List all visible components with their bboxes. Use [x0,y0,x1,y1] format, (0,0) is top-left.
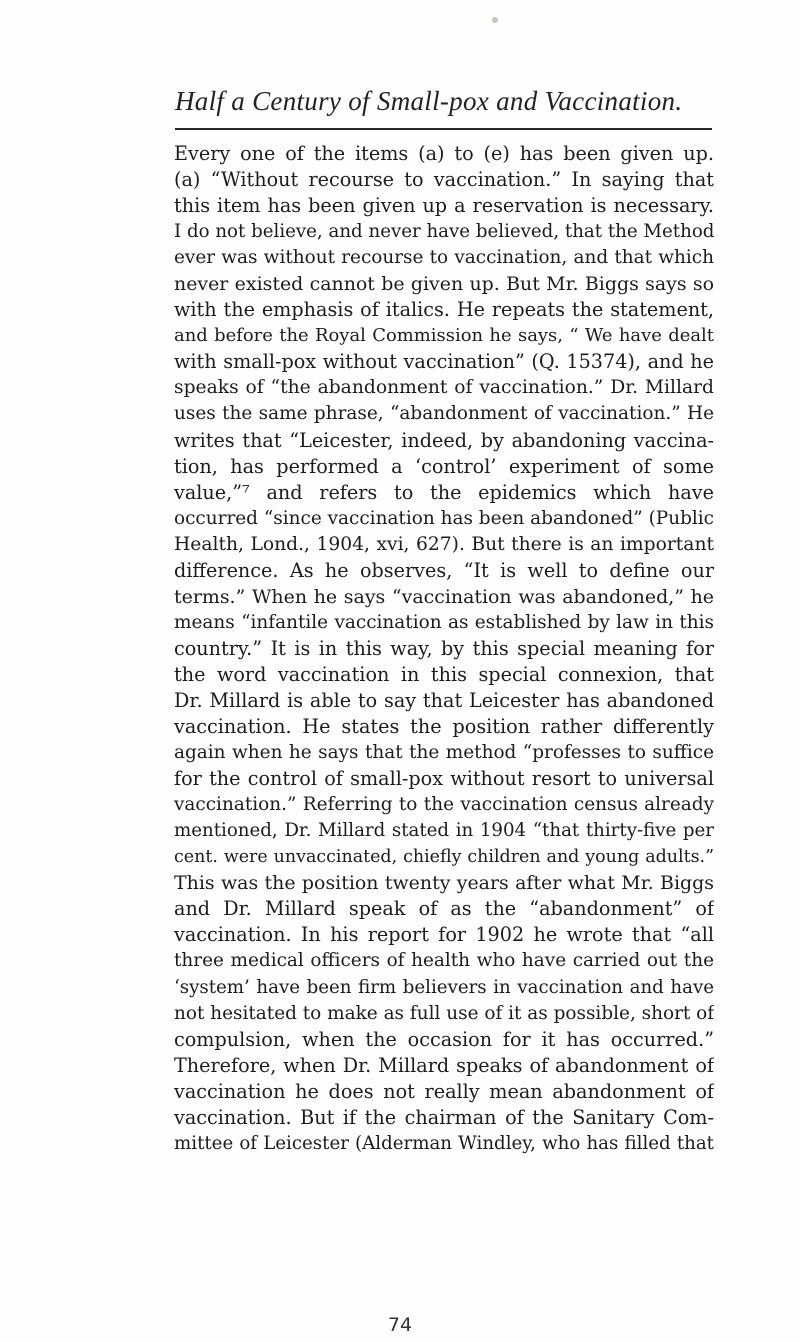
text-line: vaccination he does not really mean abandonment of [174,1079,714,1103]
text-line: and Dr. Millard speak of as the “abandonment” of [174,897,714,921]
text-line: with the emphasis of italics. He repeats the statement, [174,298,714,322]
paper-speck [492,17,498,23]
text-line: ‘system’ have been firm believers in vaccination and have [174,976,714,998]
text-line: vaccination. He states the position rather differently [174,715,714,739]
text-line: this item has been given up a reservation is necessary. [174,194,714,218]
text-line: speaks of “the abandonment of vaccination.” Dr. Millard [174,377,714,399]
text-line: again when he says that the method “professes to suffice [174,742,714,764]
text-line: vaccination. In his report for 1902 he wrote that “all [174,923,714,947]
text-line: not hesitated to make as full use of it as possible, short of [174,1002,714,1024]
text-line: writes that “Leicester, indeed, by abandoning vaccina- [174,428,714,452]
text-line: difference. As he observes, “It is well to define our [174,558,714,582]
text-line: country.” It is in this way, by this special meaning for [174,636,714,660]
text-line: and before the Royal Commission he says, “ We have dealt [174,325,714,347]
text-line: tion, has performed a ‘control’ experiment of some [174,454,714,478]
text-line: I do not believe, and never have believed, that the Method [174,221,714,243]
text-line: vaccination.” Referring to the vaccination census already [174,794,714,816]
text-line: (a) “Without recourse to vaccination.” In saying that [174,168,714,192]
text-line: means “infantile vaccination as established by law in this [174,611,714,633]
text-line: This was the position twenty years after what Mr. Biggs [174,872,714,895]
text-line: Therefore, when Dr. Millard speaks of abandonment of [174,1053,714,1077]
text-line: mittee of Leicester (Alderman Windley, who has filled that [174,1132,714,1154]
text-line: Dr. Millard is able to say that Leicester has abandoned [174,688,714,712]
text-line: cent. were unvaccinated, chiefly children and young adults.” [174,847,714,868]
text-line: never existed cannot be given up. But Mr. Biggs says so [174,273,714,296]
text-line: Health, Lond., 1904, xvi, 627). But there is an important [174,533,714,555]
text-line: with small-pox without vaccination” (Q. 15374), and he [174,350,714,374]
text-line: compulsion, when the occasion for it has occurred.” [174,1027,714,1051]
header-rule [175,128,712,130]
text-line: the word vaccination in this special connexion, that [174,662,714,686]
text-line: Every one of the items (a) to (e) has been given up. [174,142,714,165]
text-line: for the control of small-pox without resort to universal [174,767,714,791]
text-line: ever was without recourse to vaccination, and that which [174,247,714,269]
page-number: 74 [387,1314,413,1336]
running-head-title: Half a Century of Small-pox and Vaccination. [175,86,683,116]
text-line: value,”⁷ and refers to the epidemics which have [174,480,714,504]
text-line: three medical officers of health who have carried out the [174,950,714,972]
text-line: vaccination. But if the chairman of the Sanitary Com- [174,1105,714,1129]
text-line: uses the same phrase, “abandonment of vaccination.” He [174,403,714,425]
text-line: mentioned, Dr. Millard stated in 1904 “that thirty-five per [174,820,714,842]
text-line: occurred “since vaccination has been abandoned” (Public [174,507,714,529]
text-line: terms.” When he says “vaccination was abandoned,” he [174,585,714,608]
body-text [174,141,714,1157]
